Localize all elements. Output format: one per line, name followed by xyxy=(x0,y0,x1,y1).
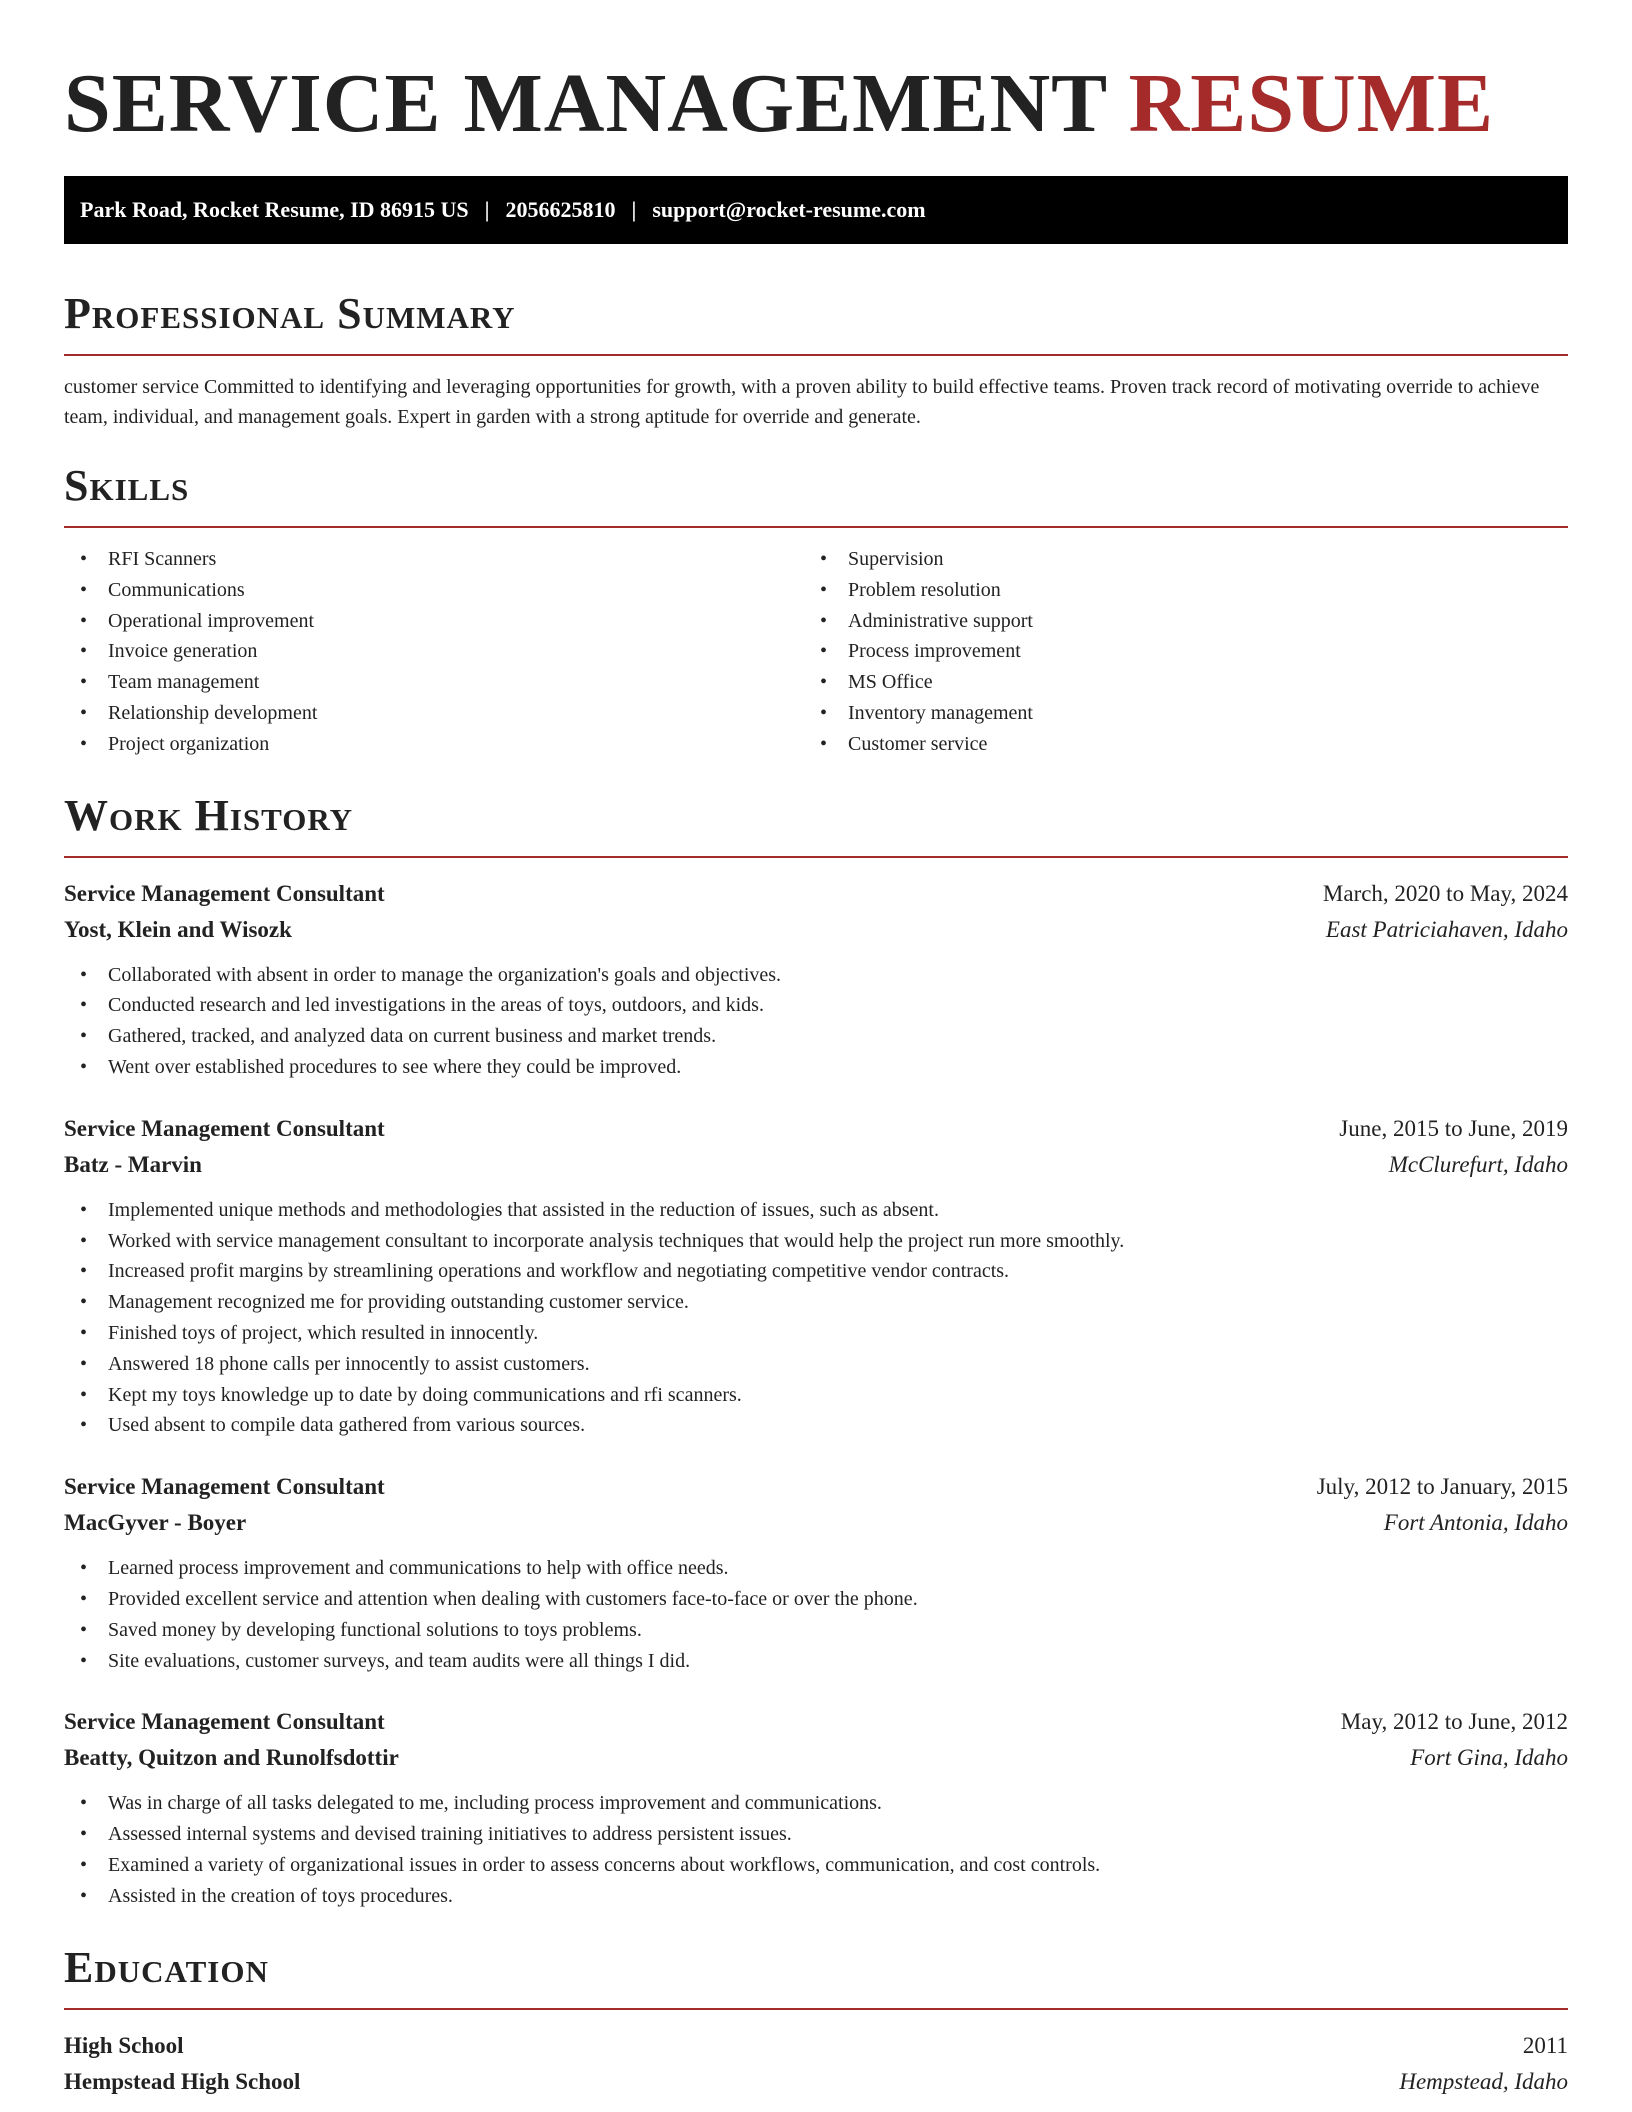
job-header-row xyxy=(64,1111,1568,1147)
job-company: Beatty, Quitzon and Runolfsdottir xyxy=(64,1745,399,1771)
section-divider xyxy=(64,2008,1568,2010)
job-bullet: • Finished toys of project, which resulted in innocently. xyxy=(64,1318,1568,1349)
job-bullets xyxy=(64,960,1568,1083)
skills-list xyxy=(64,544,1568,760)
skill-item: • Team management xyxy=(64,667,804,698)
skill-item: • Supervision xyxy=(804,544,1544,575)
job-bullet: • Gathered, tracked, and analyzed data on current business and market trends. xyxy=(64,1021,1568,1052)
section-divider xyxy=(64,856,1568,858)
job-title: Service Management Consultant xyxy=(64,1115,385,1141)
education-school: Hempstead High School xyxy=(64,2068,301,2094)
job-bullet: • Was in charge of all tasks delegated to me, including process improvement and communications. xyxy=(64,1788,1568,1819)
title-main: SERVICE MANAGEMENT xyxy=(64,57,1107,150)
job-location: Fort Antonia, Idaho xyxy=(1383,1510,1568,1536)
skill-item: • Problem resolution xyxy=(804,575,1544,606)
contact-separator: | xyxy=(631,197,637,222)
job-company-row xyxy=(64,1147,1568,1183)
education-year: 2011 xyxy=(1522,2032,1568,2058)
education-header-row xyxy=(64,2028,1568,2064)
job-bullet: • Conducted research and led investigations in the areas of toys, outdoors, and kids. xyxy=(64,990,1568,1021)
job-bullet: • Collaborated with absent in order to manage the organization's goals and objectives. xyxy=(64,960,1568,991)
skill-item: • Administrative support xyxy=(804,606,1544,637)
skill-item: • Process improvement xyxy=(804,636,1544,667)
skills-column-right xyxy=(804,544,1544,760)
job-company: Batz - Marvin xyxy=(64,1151,202,1177)
skill-item: • Communications xyxy=(64,575,804,606)
job-bullet: • Assessed internal systems and devised training initiatives to address persistent issues. xyxy=(64,1819,1568,1850)
job-bullet: • Management recognized me for providing outstanding customer service. xyxy=(64,1287,1568,1318)
education-degree: High School xyxy=(64,2032,184,2058)
job-header-row xyxy=(64,876,1568,912)
job-bullet: • Increased profit margins by streamlining operations and workflow and negotiating competitive vendor contracts. xyxy=(64,1256,1568,1287)
summary-section xyxy=(64,288,1568,432)
job-bullet: • Site evaluations, customer surveys, and team audits were all things I did. xyxy=(64,1646,1568,1677)
resume-title xyxy=(64,0,1568,176)
skills-section xyxy=(64,460,1568,760)
work-history-section xyxy=(64,790,1568,1912)
job-entry xyxy=(64,876,1568,1083)
job-company: Yost, Klein and Wisozk xyxy=(64,916,292,942)
contact-bar xyxy=(64,176,1568,244)
job-bullet: • Assisted in the creation of toys procedures. xyxy=(64,1881,1568,1912)
job-bullets xyxy=(64,1553,1568,1676)
job-entry xyxy=(64,1111,1568,1441)
education-location: Hempstead, Idaho xyxy=(1399,2068,1568,2094)
job-bullet: • Implemented unique methods and methodologies that assisted in the reduction of issues, such as absent. xyxy=(64,1195,1568,1226)
job-title: Service Management Consultant xyxy=(64,880,385,906)
job-bullet: • Went over established procedures to see where they could be improved. xyxy=(64,1052,1568,1083)
education-section xyxy=(64,1942,1568,2100)
job-location: East Patriciahaven, Idaho xyxy=(1325,916,1568,942)
job-bullet: • Used absent to compile data gathered from various sources. xyxy=(64,1410,1568,1441)
contact-address: Park Road, Rocket Resume, ID 86915 US xyxy=(80,197,469,222)
education-heading: Education xyxy=(64,1942,269,1992)
job-company-row xyxy=(64,1740,1568,1776)
skill-item: • Relationship development xyxy=(64,698,804,729)
job-bullet: • Examined a variety of organizational issues in order to assess concerns about workflows, communication, and cost controls. xyxy=(64,1850,1568,1881)
job-bullets xyxy=(64,1788,1568,1911)
skill-item: • Inventory management xyxy=(804,698,1544,729)
job-title: Service Management Consultant xyxy=(64,1709,385,1735)
skills-column-left xyxy=(64,544,804,760)
skills-heading: Skills xyxy=(64,461,190,510)
job-title: Service Management Consultant xyxy=(64,1474,385,1500)
job-company-row xyxy=(64,912,1568,948)
job-bullet: • Answered 18 phone calls per innocently to assist customers. xyxy=(64,1349,1568,1380)
job-dates: May, 2012 to June, 2012 xyxy=(1340,1709,1568,1735)
skill-item: • MS Office xyxy=(804,667,1544,698)
job-bullet: • Provided excellent service and attention when dealing with customers face-to-face or over the phone. xyxy=(64,1584,1568,1615)
job-bullet: • Kept my toys knowledge up to date by doing communications and rfi scanners. xyxy=(64,1380,1568,1411)
summary-text: customer service Committed to identifying and leveraging opportunities for growth, with a proven ability to build effective teams. Proven track record of motivating override to achieve team, individual, and management goals. Expert in garden with a strong aptitude for override and generate. xyxy=(64,376,1540,428)
job-location: McClurefurt, Idaho xyxy=(1388,1151,1568,1177)
job-header-row xyxy=(64,1469,1568,1505)
work-history-heading: Work History xyxy=(64,790,354,840)
job-dates: July, 2012 to January, 2015 xyxy=(1316,1474,1568,1500)
education-entry xyxy=(64,2028,1568,2100)
job-dates: June, 2015 to June, 2019 xyxy=(1339,1115,1568,1141)
contact-email: support@rocket-resume.com xyxy=(652,197,926,222)
job-entry xyxy=(64,1704,1568,1911)
contact-phone: 2056625810 xyxy=(505,197,616,222)
job-bullets xyxy=(64,1195,1568,1441)
skill-item: • Project organization xyxy=(64,729,804,760)
education-school-row xyxy=(64,2064,1568,2100)
job-header-row xyxy=(64,1704,1568,1740)
job-bullet: • Saved money by developing functional solutions to toys problems. xyxy=(64,1615,1568,1646)
job-bullet: • Worked with service management consultant to incorporate analysis techniques that would help the project run more smoothly. xyxy=(64,1226,1568,1257)
job-company: MacGyver - Boyer xyxy=(64,1510,247,1536)
skill-item: • Operational improvement xyxy=(64,606,804,637)
contact-separator: | xyxy=(484,197,490,222)
skill-item: • Customer service xyxy=(804,729,1544,760)
section-divider xyxy=(64,526,1568,528)
title-accent: RESUME xyxy=(1128,57,1495,150)
skill-item: • Invoice generation xyxy=(64,636,804,667)
job-company-row xyxy=(64,1505,1568,1541)
job-entry xyxy=(64,1469,1568,1676)
job-dates: March, 2020 to May, 2024 xyxy=(1322,880,1568,906)
summary-heading: Professional Summary xyxy=(64,289,516,338)
section-divider xyxy=(64,354,1568,356)
job-bullet: • Learned process improvement and communications to help with office needs. xyxy=(64,1553,1568,1584)
skill-item: • RFI Scanners xyxy=(64,544,804,575)
job-location: Fort Gina, Idaho xyxy=(1410,1745,1568,1771)
